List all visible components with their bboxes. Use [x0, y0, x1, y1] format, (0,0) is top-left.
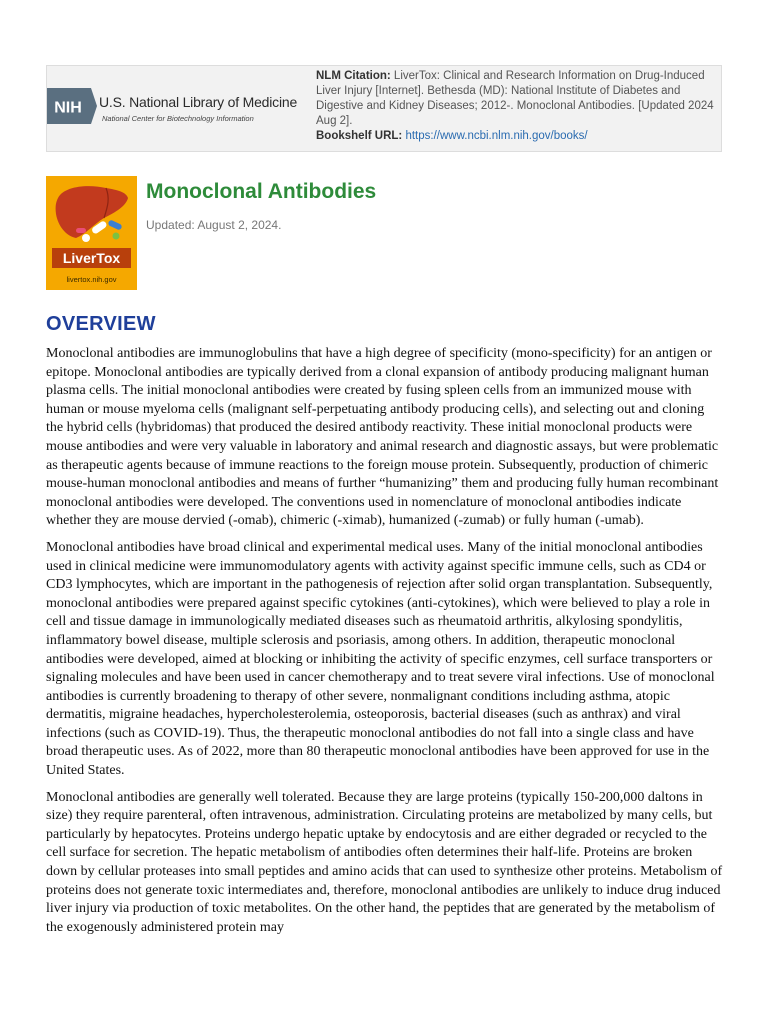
library-name: U.S. National Library of Medicine: [99, 94, 298, 110]
paragraph-1: Monoclonal antibodies are immunoglobulins that have a high degree of specificity (mono-specificity) for an antigen or epitope. Monoclonal antibodies are typically derived from a clonal expansion of antibody producing malignant human plasma cells. The initial monoclonal antibodies were created by fusing spleen cells from an immunized mouse with human or mouse myeloma cells (malignant self-perpetuating antibody producing cells), and selecting out and cloning the hybrid cells (hybridomas) that produced the desired antibody reactivity. These initial monoclonal products were mouse antibodies and were very valuable in laboratory and animal research and diagnostic assays, but were problematic as therapeutic agents because of immune reactions to the foreign mouse protein. Subsequently, production of chimeric mouse-human monoclonal antibodies and means of further “humanizing” them and producing fully human recombinant monoclonal antibodies were developed. The conventions used in nomenclature of monoclonal antibodies indicate whether they are mouse dervied (-omab), chimeric (-ximab), humanized (-zumab) or fully human (-umab).: [46, 346, 719, 529]
nih-badge-text: NIH: [54, 99, 82, 117]
bookshelf-url-link[interactable]: https://www.ncbi.nlm.nih.gov/books/: [405, 130, 588, 142]
updated-date: Updated: August 2, 2024.: [146, 218, 282, 232]
overview-heading: OVERVIEW: [46, 313, 156, 335]
paragraph-2: Monoclonal antibodies have broad clinical and experimental medical uses. Many of the initial monoclonal antibodies used in clinical medicine were immunomodulatory agents with activity against specific immune cells, such as CD4 or CD3 lymphocytes, which are important in the pathogenesis of rejection after solid organ transplantation. Subsequently, monoclonal antibodies were prepared against specific cytokines (anti-cytokines), which were believed to play a role in cell and tissue damage in immunologically mediated diseases such as rheumatoid arthritis, alkylosing spondylitis, inflammatory bowel disease, multiple sclerosis and psoriasis, among others. In addition, therapeutic monoclonal antibodies were developed, aimed at blocking or inhibiting the activity of specific enzymes, cell surface transporters or signaling molecules and have been used in cancer chemotherapy and to treat severe viral infections. Use of monoclonal antibodies is currently broadening to therapy of other severe, nonmalignant conditions including asthma, atopic dermatitis, migraine headaches, hypercholesterolemia, osteoporosis, bacterial diseases (such as anthrax) and viral infections (such as COVID-19). Thus, the therapeutic monoclonal antibodies do not fall into a single class and have broad therapeutic uses. As of 2022, more than 80 therapeutic monoclonal antibodies have been approved for use in the United States.: [46, 539, 715, 779]
page-title: Monoclonal Antibodies: [146, 180, 377, 203]
nlm-citation-text: LiverTox: Clinical and Research Information on Drug-Induced Liver Injury [Internet]. Bethesda (MD): National Institute of Diabetes and Digestive and Kidney Diseases; 2012-. Monoclonal Antibodies. [Updated 2024 Aug 2].: [316, 70, 714, 127]
nih-logo[interactable]: [47, 88, 307, 128]
nih-badge-icon: [47, 88, 97, 124]
nlm-citation-label: NLM Citation:: [316, 70, 391, 82]
library-subtitle: National Center for Biotechnology Information: [102, 114, 254, 123]
livertox-site: livertox.nih.gov: [66, 275, 117, 284]
bookshelf-label: Bookshelf URL:: [316, 130, 403, 142]
citation-text: [316, 69, 716, 144]
citation-box: [46, 65, 722, 152]
livertox-logo[interactable]: [46, 176, 137, 290]
livertox-brand: LiverTox: [62, 250, 121, 266]
paragraph-3: Monoclonal antibodies are generally well tolerated. Because they are large proteins (typically 150-200,000 daltons in size) they require parenteral, often intravenous, administration. Circulating proteins are metabolized by many cells, but particularly by hepatocytes. Proteins undergo hepatic uptake by endocytosis and are either degraded or recycled to the cell surface for secretion. The hepatic metabolism of antibodies often determines their half-life. Proteins are broken down by cellular proteases into small peptides and amino acids that can used to synthesize other proteins. Metabolism of proteins does not generate toxic intermediates and, therefore, monoclonal antibodies are unlikely to induce drug induced liver injury via production of toxic metabolites. On the other hand, the peptides that are generated by the metabolism of the exogenously administered protein may: [46, 789, 723, 935]
overview-body: [46, 345, 724, 945]
